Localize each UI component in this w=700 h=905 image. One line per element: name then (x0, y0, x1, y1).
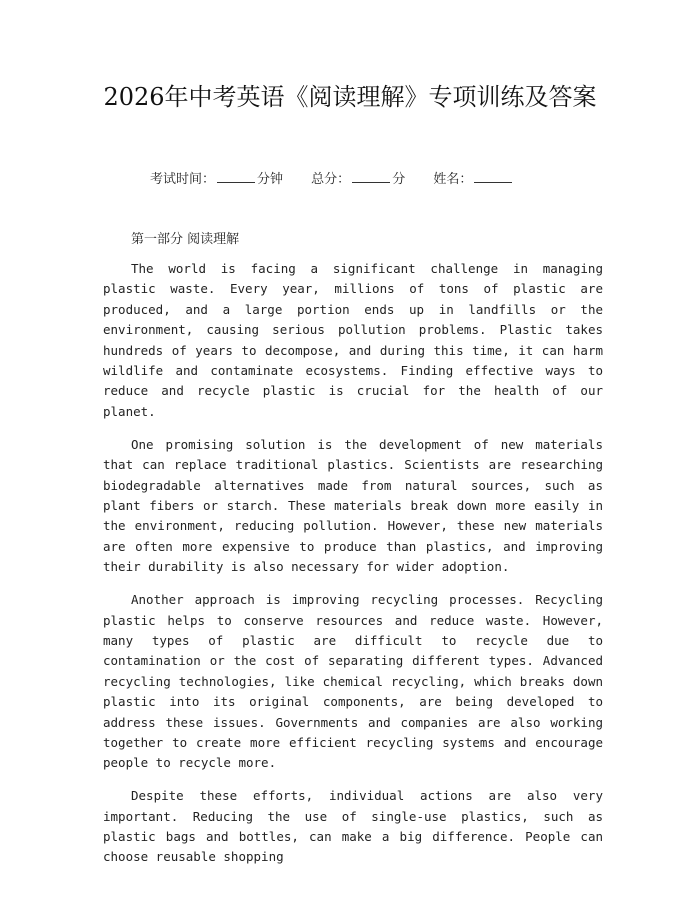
exam-time-label: 考试时间： (150, 172, 216, 187)
total-score-label: 总分： (311, 172, 351, 187)
total-score-blank[interactable] (352, 168, 390, 183)
exam-time-field (150, 168, 283, 190)
total-score-field (311, 168, 405, 190)
passage-paragraph-1: The world is facing a significant challenge in managing plastic waste. Every year, millions of tons of plastic are produced, and a large portion ends up in landfills or the environment, causing serious pollution problems. Plastic takes hundreds of years to decompose, and during this time, it can harm wildlife and contaminate ecosystems. Finding effective ways to reduce and recycle plastic is crucial for the health of our planet. (103, 261, 603, 419)
student-name-label: 姓名： (433, 172, 473, 187)
passage-paragraph-4: Despite these efforts, individual actions are also very important. Reducing the use of single-use plastics, such as plastic bags and bottles, can make a big difference. People can choose reusable shopping (103, 788, 603, 865)
exam-info-line (150, 168, 570, 190)
document-title: 2026年中考英语《阅读理解》专项训练及答案 (103, 83, 597, 111)
total-score-unit: 分 (392, 172, 406, 187)
student-name-field (433, 168, 514, 190)
section-heading: 第一部分 阅读理解 (131, 232, 240, 247)
exam-time-blank[interactable] (217, 168, 255, 183)
reading-passage (103, 259, 603, 880)
passage-paragraph-3: Another approach is improving recycling processes. Recycling plastic helps to conserve resources and reduce waste. However, many types of plastic are difficult to recycle due to contamination or the cost of separating different types. Advanced recycling technologies, like chemical recycling, which breaks down plastic into its original components, are being developed to address these issues. Governments and companies are also working together to create more efficient recycling systems and encourage people to recycle more. (103, 592, 603, 771)
exam-time-unit: 分钟 (257, 172, 284, 187)
passage-paragraph-2: One promising solution is the development of new materials that can replace traditional plastics. Scientists are researching biodegradable alternatives made from natural sources, such as plant fibers or starch. These materials break down more easily in the environment, reducing pollution. However, these new materials are often more expensive to produce than plastics, and improving their durability is also necessary for wider adoption. (103, 436, 603, 575)
student-name-blank[interactable] (474, 168, 512, 183)
